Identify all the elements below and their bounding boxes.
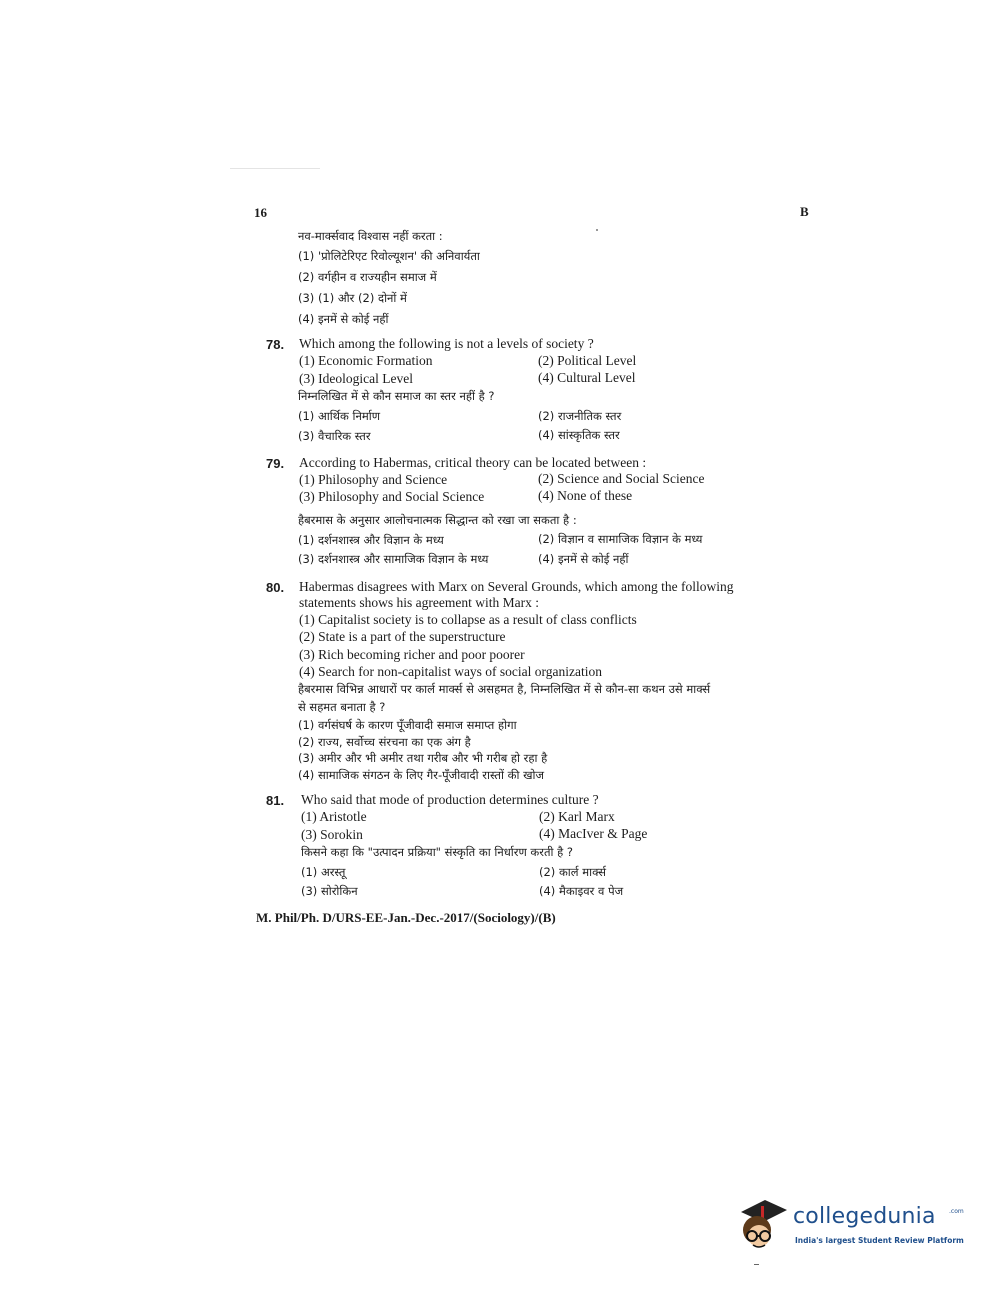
q77-hindi-option-1: (1) 'प्रोलिटेरिएट रिवोल्यूशन' की अनिवार्यता: [298, 249, 480, 263]
q79-english-question: According to Habermas, critical theory can be located between :: [299, 455, 647, 470]
q77-hindi-option-2: (2) वर्गहीन व राज्यहीन समाज में: [298, 270, 437, 284]
q80-english-option-2: (2) State is a part of the superstructure: [299, 629, 506, 644]
q79-english-option-4: (4) None of these: [538, 488, 633, 503]
q78-number: 78.: [266, 337, 285, 352]
q78-english-option-2: (2) Political Level: [538, 353, 637, 368]
scan-line: [230, 168, 320, 169]
q80-hindi-option-1: (1) वर्गसंघर्ष के कारण पूँजीवादी समाज समाप्त होगा: [298, 718, 517, 732]
q77-hindi-option-3: (3) (1) और (2) दोनों में: [298, 291, 407, 305]
q80-number: 80.: [266, 580, 285, 595]
q80-hindi-option-3: (3) अमीर और भी अमीर तथा गरीब और भी गरीब हो रहा है: [298, 751, 548, 765]
q80-english-option-4: (4) Search for non-capitalist ways of social organization: [299, 664, 603, 679]
q81-english-question: Who said that mode of production determines culture ?: [301, 792, 599, 807]
q78-english-option-4: (4) Cultural Level: [538, 370, 636, 385]
q81-hindi-option-3: (3) सोरोकिन: [301, 884, 358, 898]
logo-tagline: India's largest Student Review Platform: [795, 1236, 964, 1245]
q80-hindi-question-line-1: हैबरमास विभिन्न आधारों पर कार्ल मार्क्स से असहमत है, निम्नलिखित में से कौन-सा कथन उसे मार्क्स: [298, 682, 711, 696]
q79-hindi-option-1: (1) दर्शनशास्त्र और विज्ञान के मध्य: [298, 533, 444, 547]
q78-hindi-option-4: (4) सांस्कृतिक स्तर: [538, 428, 620, 442]
q81-hindi-option-1: (1) अरस्तू: [301, 865, 346, 879]
q79-english-option-2: (2) Science and Social Science: [538, 471, 705, 486]
q77-hindi-question: नव-मार्क्सवाद विश्वास नहीं करता :: [298, 229, 443, 243]
collegedunia-logo[interactable]: [735, 1196, 965, 1262]
q81-english-option-2: (2) Karl Marx: [539, 809, 615, 824]
q81-english-option-4: (4) MacIver & Page: [539, 826, 648, 841]
q80-hindi-question-line-2: से सहमत बनाता है ?: [298, 700, 386, 714]
q78-english-question: Which among the following is not a levels of society ?: [299, 336, 594, 351]
q81-english-option-1: (1) Aristotle: [301, 809, 367, 824]
q80-hindi-option-4: (4) सामाजिक संगठन के लिए गैर-पूँजीवादी रास्तों की खोज: [298, 768, 545, 782]
q79-hindi-option-2: (2) विज्ञान व सामाजिक विज्ञान के मध्य: [538, 532, 703, 546]
q81-hindi-option-4: (4) मैकाइवर व पेज: [539, 884, 624, 898]
set-code: B: [800, 204, 809, 219]
scan-speck: [596, 229, 598, 231]
scan-speck: [754, 1264, 759, 1265]
logo-wordmark: collegedunia: [793, 1204, 936, 1229]
q79-hindi-question: हैबरमास के अनुसार आलोचनात्मक सिद्धान्त को रखा जा सकता है :: [298, 513, 577, 527]
q80-english-option-1: (1) Capitalist society is to collapse as a result of class conflicts: [299, 612, 637, 627]
logo-domain-suffix: .com: [949, 1208, 964, 1215]
q78-hindi-option-1: (1) आर्थिक निर्माण: [298, 409, 381, 423]
q79-english-option-3: (3) Philosophy and Social Science: [299, 489, 485, 504]
q79-english-option-1: (1) Philosophy and Science: [299, 472, 448, 487]
q78-english-option-1: (1) Economic Formation: [299, 353, 433, 368]
q79-hindi-option-3: (3) दर्शनशास्त्र और सामाजिक विज्ञान के मध्य: [298, 552, 489, 566]
mascot-graduation-cap-icon: [735, 1196, 791, 1260]
q78-english-option-3: (3) Ideological Level: [299, 371, 413, 386]
paper-code-footer: M. Phil/Ph. D/URS-EE-Jan.-Dec.-2017/(Sociology)/(B): [256, 910, 556, 925]
q78-hindi-question: निम्नलिखित में से कौन समाज का स्तर नहीं है ?: [298, 389, 495, 403]
q78-hindi-option-2: (2) राजनीतिक स्तर: [538, 409, 622, 423]
q81-number: 81.: [266, 793, 285, 808]
q78-hindi-option-3: (3) वैचारिक स्तर: [298, 429, 371, 443]
q77-hindi-option-4: (4) इनमें से कोई नहीं: [298, 312, 389, 326]
q81-hindi-question: किसने कहा कि "उत्पादन प्रक्रिया" संस्कृति का निर्धारण करती है ?: [301, 845, 574, 859]
q80-english-question-line-1: Habermas disagrees with Marx on Several Grounds, which among the following: [299, 579, 734, 594]
q81-hindi-option-2: (2) कार्ल मार्क्स: [539, 865, 607, 879]
q81-english-option-3: (3) Sorokin: [301, 827, 363, 842]
q80-hindi-option-2: (2) राज्य, सर्वोच्च संरचना का एक अंग है: [298, 735, 471, 749]
page-number: 16: [254, 205, 267, 220]
q80-english-option-3: (3) Rich becoming richer and poor poorer: [299, 647, 525, 662]
q79-hindi-option-4: (4) इनमें से कोई नहीं: [538, 552, 629, 566]
q80-english-question-line-2: statements shows his agreement with Marx :: [299, 595, 539, 610]
q79-number: 79.: [266, 456, 285, 471]
